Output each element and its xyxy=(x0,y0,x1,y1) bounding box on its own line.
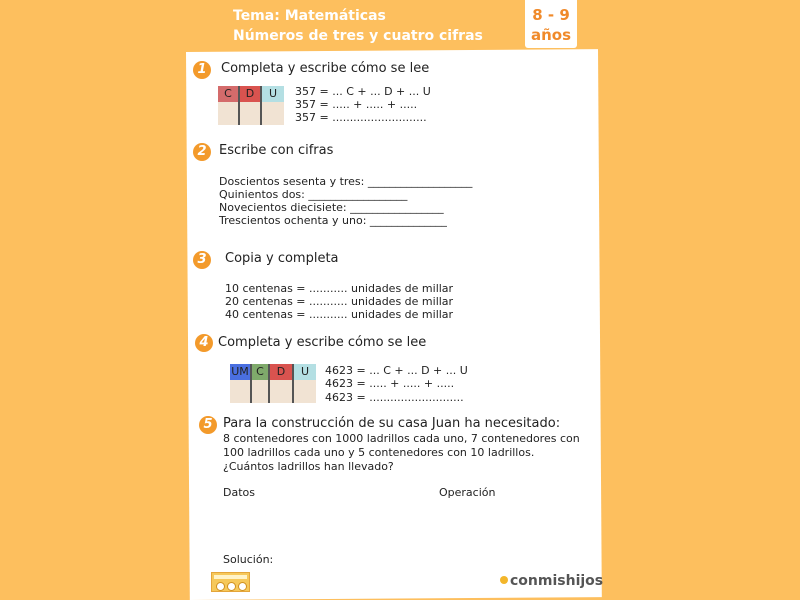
q4-line-1: 4623 = ... C + ... D + ... U xyxy=(325,364,468,377)
age-badge xyxy=(525,0,577,48)
logo-text: conmishijos xyxy=(510,573,604,589)
header-title-line2: Números de tres y cuatro cifras xyxy=(233,28,483,44)
brand-logo xyxy=(500,573,603,589)
q2-line-4: Trescientos ochenta y uno: ______________ xyxy=(219,214,447,227)
q4-table-col-c xyxy=(252,364,270,403)
q4-table-col-cell xyxy=(270,380,292,403)
q1-line-1: 357 = ... C + ... D + ... U xyxy=(295,85,431,98)
q4-place-table xyxy=(230,364,316,403)
q4-table-col-um xyxy=(230,364,252,403)
q4-table-col-header: UM xyxy=(231,365,249,378)
q2-title: Escribe con cifras xyxy=(219,143,334,158)
q1-table-col-d xyxy=(240,86,262,125)
q1-table-col-cell xyxy=(218,102,238,125)
q4-table-col-d xyxy=(270,364,294,403)
q1-line-2: 357 = ..... + ..... + ..... xyxy=(295,98,418,111)
number-1-icon: 1 xyxy=(193,61,211,79)
q5-title: Para la construcción de su casa Juan ha necesitado: xyxy=(223,416,561,431)
q3-line-3: 40 centenas = ........... unidades de millar xyxy=(225,308,454,321)
q2-line-1: Doscientos sesenta y tres: ___________________ xyxy=(219,175,473,188)
q1-place-table xyxy=(218,86,284,125)
q4-table-col-cell xyxy=(252,380,268,403)
q1-table-col-header: U xyxy=(262,86,284,102)
number-4-icon: 4 xyxy=(195,334,213,352)
q4-table-col-header: U xyxy=(294,364,316,380)
q1-table-col-header: C xyxy=(218,86,238,102)
q3-title: Copia y completa xyxy=(225,251,339,266)
q1-table-col-c xyxy=(218,86,240,125)
q5-body-line-1: 8 contenedores con 1000 ladrillos cada uno, 7 contenedores con xyxy=(223,432,580,445)
q5-problem-text xyxy=(223,432,580,474)
q4-table-col-header: D xyxy=(270,364,292,380)
q4-line-3: 4623 = ........................... xyxy=(325,391,464,404)
logo-dot-icon xyxy=(500,576,508,584)
worksheet-sheet xyxy=(186,49,602,600)
q1-line-3: 357 = ........................... xyxy=(295,111,427,124)
age-unit: años xyxy=(530,26,572,44)
q4-table-col-header: C xyxy=(252,364,268,380)
q4-table-col-u xyxy=(294,364,316,403)
q3-line-2: 20 centenas = ........... unidades de millar xyxy=(225,295,454,308)
q1-table-col-header: D xyxy=(240,86,260,102)
q1-table-col-cell xyxy=(262,102,284,125)
q2-line-2: Quinientos dos: __________________ xyxy=(219,188,408,201)
q1-title: Completa y escribe cómo se lee xyxy=(221,61,430,76)
header-title xyxy=(233,6,483,46)
q1-table-col-u xyxy=(262,86,284,125)
q1-table-col-cell xyxy=(240,102,260,125)
q5-solucion-label: Solución: xyxy=(223,553,274,566)
q2-line-3: Novecientos diecisiete: _________________ xyxy=(219,201,444,214)
age-range: 8 - 9 xyxy=(532,6,570,24)
q3-line-1: 10 centenas = ........... unidades de millar xyxy=(225,282,454,295)
q5-datos-label: Datos xyxy=(223,486,255,499)
number-3-icon: 3 xyxy=(193,251,211,269)
q4-title: Completa y escribe cómo se lee xyxy=(218,335,427,350)
q5-body-line-3: ¿Cuántos ladrillos han llevado? xyxy=(223,460,394,473)
q4-line-2: 4623 = ..... + ..... + ..... xyxy=(325,377,455,390)
q5-body-line-2: 100 ladrillos cada uno y 5 contenedores con 10 ladrillos. xyxy=(223,446,535,459)
q5-operacion-label: Operación xyxy=(439,486,496,499)
number-2-icon: 2 xyxy=(193,143,211,161)
q4-table-col-cell xyxy=(294,380,316,403)
mini-card-illustration xyxy=(211,572,250,592)
number-5-icon: 5 xyxy=(199,416,217,434)
header-title-line1: Tema: Matemáticas xyxy=(233,8,386,24)
q4-table-col-cell xyxy=(230,380,250,403)
